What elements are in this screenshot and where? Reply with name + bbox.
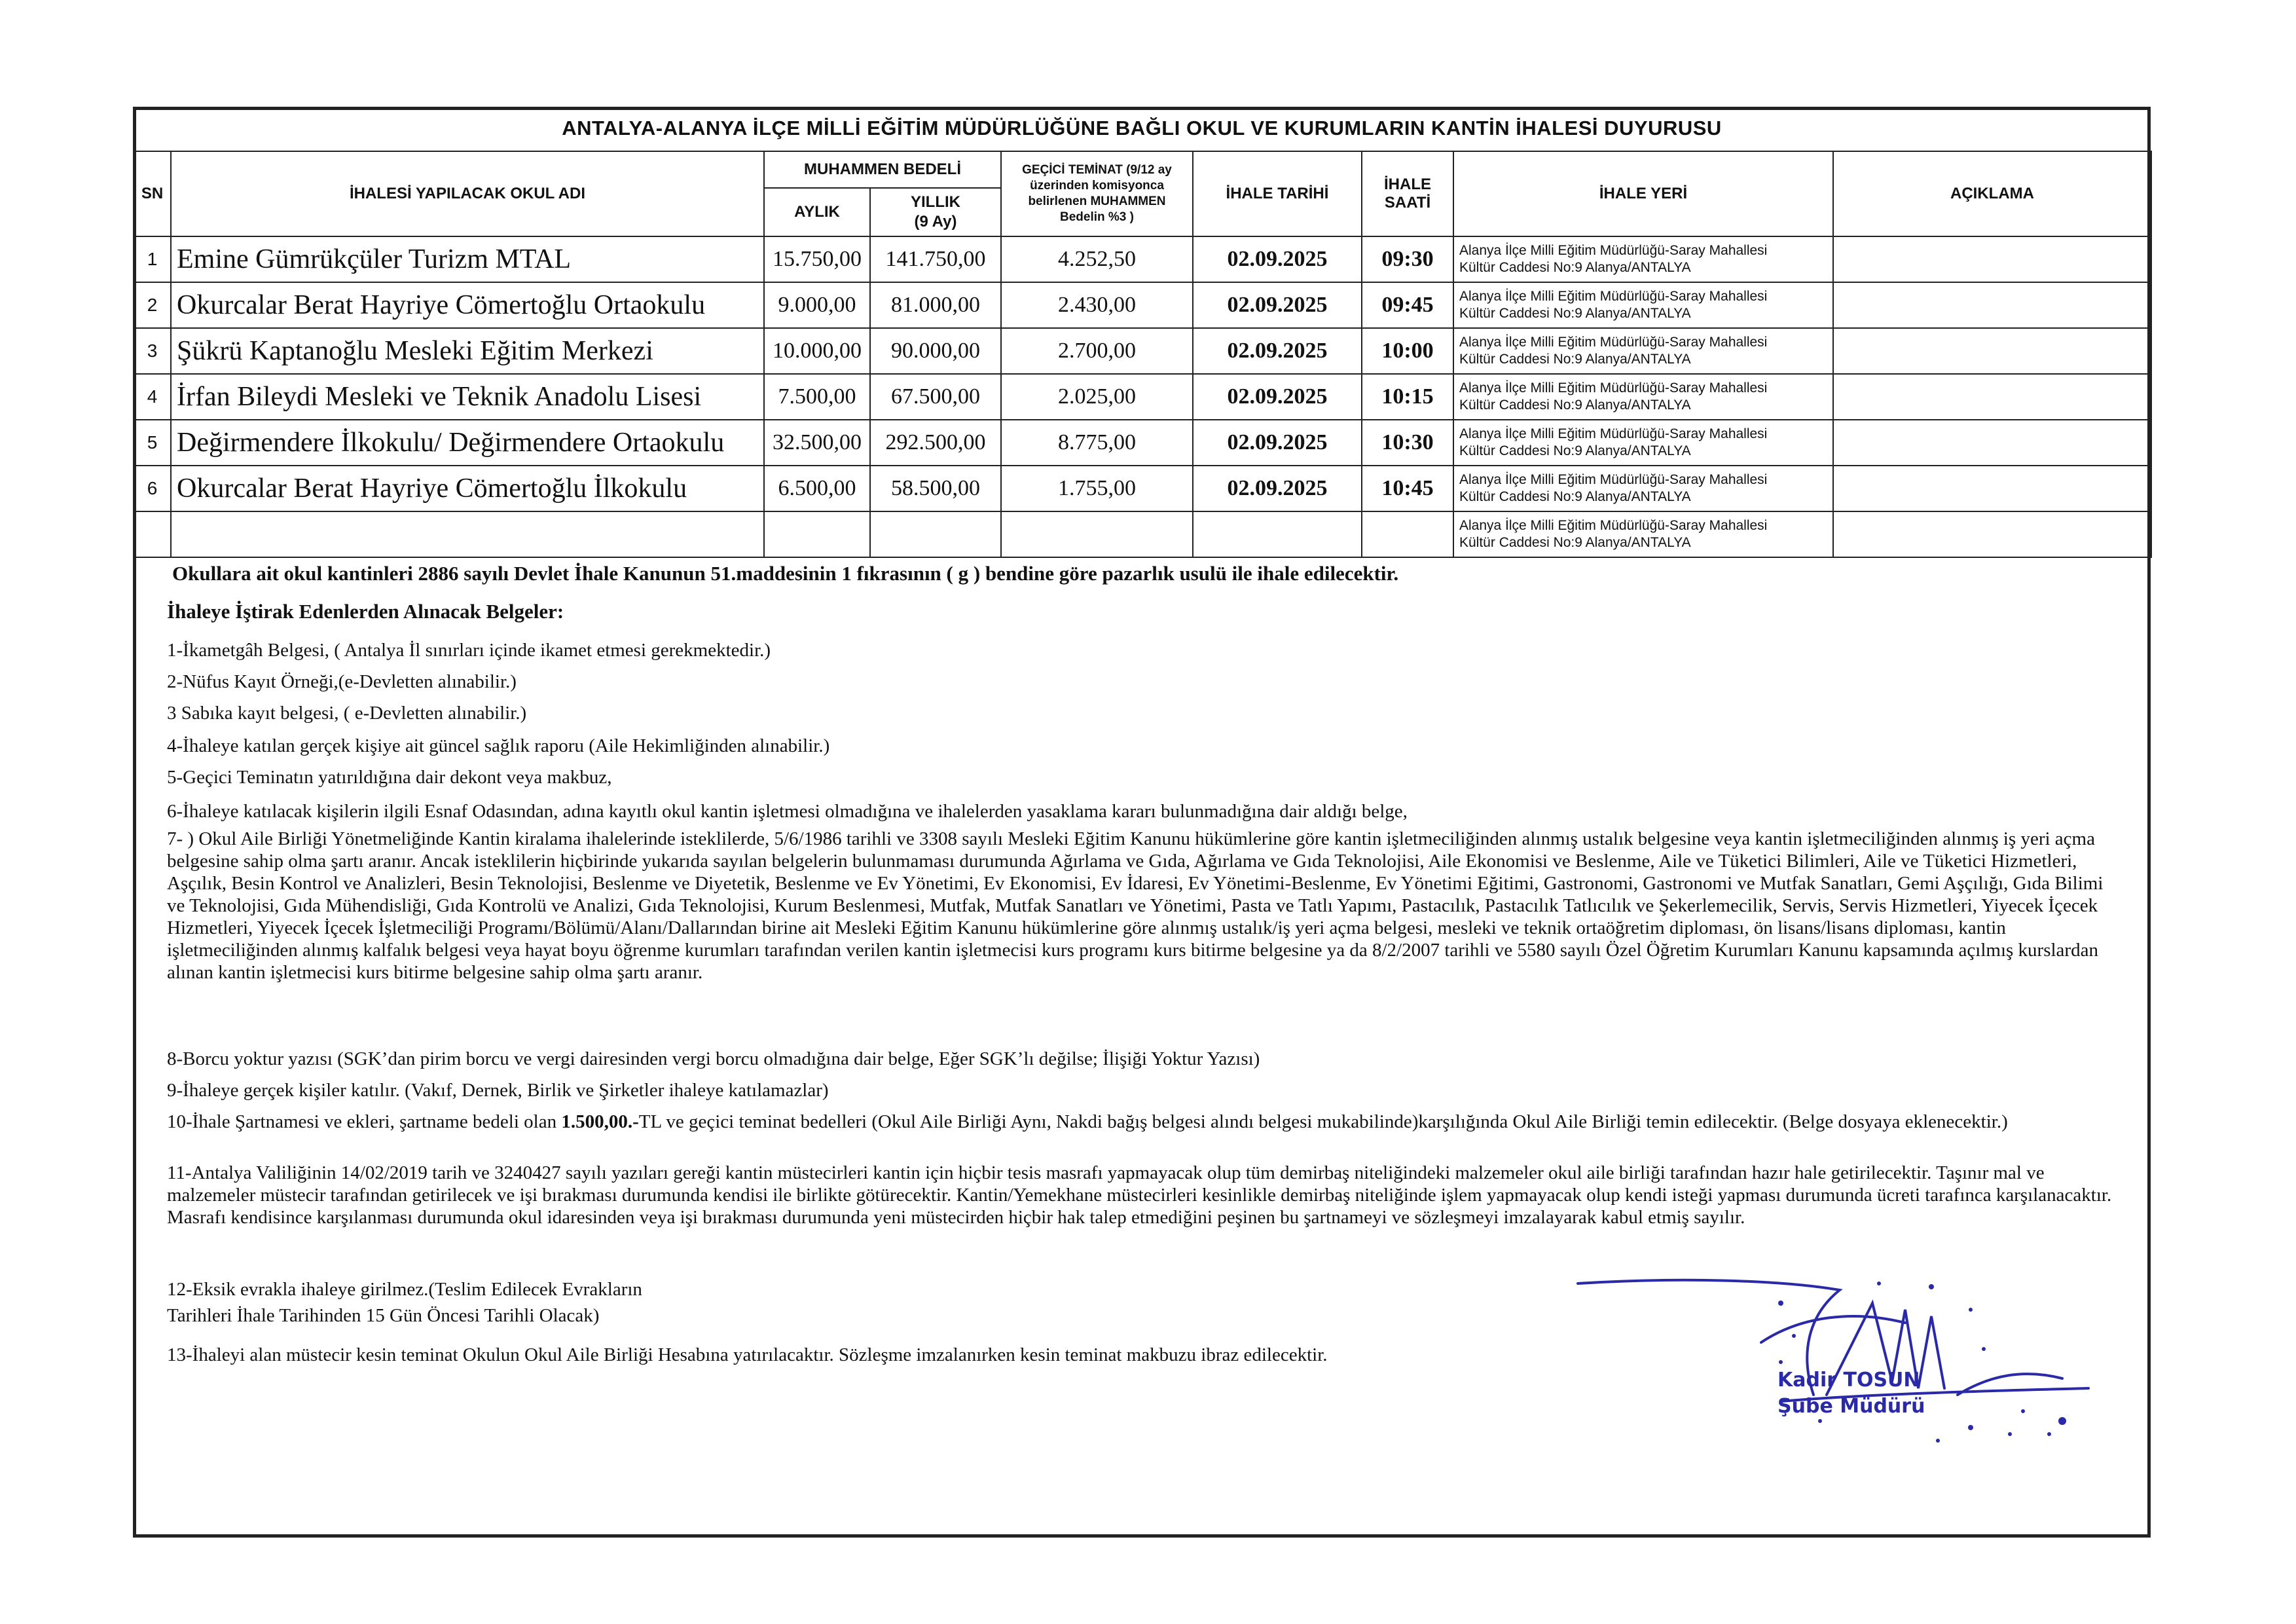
table-row [134, 511, 2151, 557]
row-note [1833, 466, 2151, 511]
requirement-2: 2-Nüfus Kayıt Örneği,(e-Devletten alınabilir.) [167, 671, 517, 692]
row-date: 02.09.2025 [1193, 374, 1362, 420]
row-yearly: 292.500,00 [870, 420, 1001, 466]
row-time [1362, 511, 1453, 557]
row-place [1453, 282, 1833, 328]
row-school: Emine Gümrükçüler Turizm MTAL [171, 236, 764, 282]
row-time: 10:15 [1362, 374, 1453, 420]
place-line-1: Alanya İlçe Milli Eğitim Müdürlüğü-Saray Mahallesi [1459, 472, 1768, 487]
requirement-11: 11-Antalya Valiliğinin 14/02/2019 tarih ve 3240427 sayılı yazıları gereği kantin müstecirleri kantin için hiçbir tesis masrafı yapmayacak olup tüm demirbaş niteliğindeki malzemeler okul aile birliği tarafından hazır hale getirilecektir. Taşınır mal ve malzemeler müstecir tarafından getirilecek ve işi bırakması durumunda kendisi ile birlikte götürecektir. Kantin/Yemekhane müstecirleri kesinlikle demirbaş niteliğinde işlem yapmayacak olup kendi isteği yapması durumunda ücreti tarafınca karşılanacaktır. Masrafı kendisince karşılanması durumunda okul idaresinden veya işi bırakması durumunda yeni müstecirden hiçbir hak talep etmediğini peşinen bu şartnameyi ve sözleşmeyi imzalayarak kabul etmiş sayılır. [167, 1162, 2112, 1228]
place-line-1: Alanya İlçe Milli Eğitim Müdürlüğü-Saray Mahallesi [1459, 518, 1768, 533]
requirement-5: 5-Geçici Teminatın yatırıldığına dair dekont veya makbuz, [167, 767, 612, 788]
row-date: 02.09.2025 [1193, 328, 1362, 374]
place-line-2: Kültür Caddesi No:9 Alanya/ANTALYA [1459, 535, 1691, 550]
place-line-2: Kültür Caddesi No:9 Alanya/ANTALYA [1459, 352, 1691, 367]
row-monthly: 6.500,00 [764, 466, 870, 511]
header-deposit: GEÇİCİ TEMİNAT (9/12 ay üzerinden komisyonca belirlenen MUHAMMEN Bedelin %3 ) [1001, 151, 1193, 236]
table-row [134, 466, 2151, 511]
row-yearly: 58.500,00 [870, 466, 1001, 511]
row-time: 10:30 [1362, 420, 1453, 466]
header-estimated: MUHAMMEN BEDELİ [764, 151, 1001, 188]
row-note [1833, 236, 2151, 282]
row-note [1833, 420, 2151, 466]
legal-note: Okullara ait okul kantinleri 2886 sayılı Devlet İhale Kanunun 51.maddesinin 1 fıkrasının ( g ) bendine göre pazarlık usulü ile ihale edilecektir. [172, 562, 1399, 585]
row-note [1833, 328, 2151, 374]
row-yearly: 81.000,00 [870, 282, 1001, 328]
requirement-10 [167, 1111, 2124, 1133]
row-deposit: 4.252,50 [1001, 236, 1193, 282]
requirement-7: 7- ) Okul Aile Birliği Yönetmeliğinde Kantin kiralama ihalelerinde isteklilerde, 5/6/1986 tarihli ve 3308 sayılı Mesleki Eğitim Kanunu hükümlerine göre kantin işletmeciliğinden alınmış ustalık belgesine veya kantin işletmeciliğinden alınmış iş yeri açma belgesine sahip olma şartı aranır. Ancak isteklilerin hiçbirinde yukarıda sayılan belgelerin bulunmaması durumunda Ağırlama ve Gıda, Ağırlama ve Gıda Teknolojisi, Aile Ekonomisi ve Beslenme, Aile ve Tüketici Bilimleri, Aile ve Tüketici Hizmetleri, Aşçılık, Besin Kontrol ve Analizleri, Besin Teknolojisi, Beslenme ve Diyetetik, Beslenme ve Ev Yönetimi, Ev Ekonomisi, Ev İdaresi, Ev Yönetimi-Beslenme, Ev Yönetimi Eğitimi, Gastronomi, Gastronomi ve Mutfak Sanatları, Gemi Aşçılığı, Gıda Bilimi ve Teknolojisi, Gıda Mühendisliği, Gıda Kontrolü ve Analizi, Gıda Teknolojisi, Kurum Beslenmesi, Mutfak, Mutfak Sanatları ve Yönetimi, Pasta ve Tatlı Yapımı, Pastacılık, Pastacılık Tatlıcılık ve Şekerlemecilik, Servis, Servis Hizmetleri, Yiyecek İçecek Hizmetleri, Yiyecek İçecek İşletmeciliği Programı/Bölümü/Alanı/Dallarından birine ait Mesleki Eğitim Kanunu hükümlerine göre alınmış ustalık/iş yeri açma belgesi, mesleki ve teknik ortaöğretim diploması, ön lisans/lisans diploması, kantin işletmeciliğinden alınmış kalfalık belgesi veya hayat boyu öğrenme kurumları tarafından verilen kantin işletmecisi kurs programı kurs bitirme belgesine ya da 8/2/2007 tarihli ve 5580 sayılı Özel Öğretim Kurumları Kanunu kapsamında açılmış kurslardan alınan kantin işletmecisi kurs bitirme belgesine sahip olma şartı aranır. [167, 828, 2104, 983]
row-time: 09:30 [1362, 236, 1453, 282]
tender-table [133, 151, 2152, 558]
requirement-6: 6-İhaleye katılacak kişilerin ilgili Esnaf Odasından, adına kayıtlı okul kantin işletmesi olmadığına ve ihalelerden yasaklama kararı bulunmadığına dair aldığı belge, [167, 801, 1408, 822]
row-sn: 4 [134, 374, 171, 420]
row-deposit: 8.775,00 [1001, 420, 1193, 466]
header-monthly: AYLIK [764, 188, 870, 236]
row-monthly: 15.750,00 [764, 236, 870, 282]
row-note [1833, 282, 2151, 328]
row-sn: 6 [134, 466, 171, 511]
requirement-10-text-b: TL ve geçici teminat bedelleri (Okul Aile Birliği Aynı, Nakdi bağış belgesi alındı belgesi mukabilinde)karşılığında Okul Aile Birliği temin edilecektir. (Belge dosyaya eklenecektir.) [638, 1111, 2008, 1132]
requirement-9: 9-İhaleye gerçek kişiler katılır. (Vakıf, Dernek, Birlik ve Şirketler ihaleye katılamazlar) [167, 1080, 829, 1101]
requirement-10-text-a: 10-İhale Şartnamesi ve ekleri, şartname bedeli olan [167, 1111, 562, 1132]
row-sn: 2 [134, 282, 171, 328]
row-school: Değirmendere İlkokulu/ Değirmendere Ortaokulu [171, 420, 764, 466]
place-line-1: Alanya İlçe Milli Eğitim Müdürlüğü-Saray Mahallesi [1459, 243, 1768, 258]
table-row [134, 374, 2151, 420]
row-deposit: 2.700,00 [1001, 328, 1193, 374]
row-yearly: 67.500,00 [870, 374, 1001, 420]
requirement-8: 8-Borcu yoktur yazısı (SGK’dan pirim borcu ve vergi dairesinden vergi borcu olmadığına dair belge, Eğer SGK’lı değilse; İlişiği Yoktur Yazısı) [167, 1048, 1260, 1069]
row-school [171, 511, 764, 557]
document-title: ANTALYA-ALANYA İLÇE MİLLİ EĞİTİM MÜDÜRLÜĞÜNE BAĞLI OKUL VE KURUMLARIN KANTİN İHALESİ DUYURUSU [562, 117, 1722, 139]
row-place [1453, 236, 1833, 282]
row-date [1193, 511, 1362, 557]
place-line-2: Kültür Caddesi No:9 Alanya/ANTALYA [1459, 306, 1691, 321]
header-time: İHALE SAATİ [1362, 151, 1453, 236]
row-place [1453, 420, 1833, 466]
row-school: Şükrü Kaptanoğlu Mesleki Eğitim Merkezi [171, 328, 764, 374]
row-monthly [764, 511, 870, 557]
header-school: İHALESİ YAPILACAK OKUL ADI [171, 151, 764, 236]
row-date: 02.09.2025 [1193, 282, 1362, 328]
requirement-3: 3 Sabıka kayıt belgesi, ( e-Devletten alınabilir.) [167, 703, 527, 724]
header-place: İHALE YERİ [1453, 151, 1833, 236]
row-place [1453, 328, 1833, 374]
requirement-4: 4-İhaleye katılan gerçek kişiye ait güncel sağlık raporu (Aile Hekimliğinden alınabilir.) [167, 735, 830, 756]
row-sn [134, 511, 171, 557]
place-line-1: Alanya İlçe Milli Eğitim Müdürlüğü-Saray Mahallesi [1459, 380, 1768, 396]
requirement-1: 1-İkametgâh Belgesi, ( Antalya İl sınırları içinde ikamet etmesi gerekmektedir.) [167, 640, 771, 661]
row-deposit: 2.430,00 [1001, 282, 1193, 328]
place-line-2: Kültür Caddesi No:9 Alanya/ANTALYA [1459, 443, 1691, 458]
table-row [134, 420, 2151, 466]
place-line-1: Alanya İlçe Milli Eğitim Müdürlüğü-Saray Mahallesi [1459, 426, 1768, 441]
requirement-13: 13-İhaleyi alan müstecir kesin teminat Okulun Okul Aile Birliği Hesabına yatırılacaktır. Sözleşme imzalanırken kesin teminat makbuzu ibraz edilecektir. [167, 1344, 1328, 1365]
signer-title: Şube Müdürü [1777, 1395, 1925, 1418]
requirement-12b: Tarihleri İhale Tarihinden 15 Gün Öncesi Tarihli Olacak) [167, 1305, 600, 1326]
requirement-12a: 12-Eksik evrakla ihaleye girilmez.(Teslim Edilecek Evrakların [167, 1279, 642, 1300]
row-monthly: 32.500,00 [764, 420, 870, 466]
row-yearly [870, 511, 1001, 557]
place-line-2: Kültür Caddesi No:9 Alanya/ANTALYA [1459, 397, 1691, 413]
row-date: 02.09.2025 [1193, 420, 1362, 466]
row-deposit: 1.755,00 [1001, 466, 1193, 511]
row-date: 02.09.2025 [1193, 466, 1362, 511]
row-place [1453, 466, 1833, 511]
row-sn: 3 [134, 328, 171, 374]
row-date: 02.09.2025 [1193, 236, 1362, 282]
header-date: İHALE TARİHİ [1193, 151, 1362, 236]
row-note [1833, 511, 2151, 557]
row-yearly: 90.000,00 [870, 328, 1001, 374]
place-line-1: Alanya İlçe Milli Eğitim Müdürlüğü-Saray Mahallesi [1459, 335, 1768, 350]
row-sn: 5 [134, 420, 171, 466]
row-place [1453, 374, 1833, 420]
row-school: Okurcalar Berat Hayriye Cömertoğlu İlkokulu [171, 466, 764, 511]
row-yearly: 141.750,00 [870, 236, 1001, 282]
place-line-2: Kültür Caddesi No:9 Alanya/ANTALYA [1459, 489, 1691, 504]
row-place [1453, 511, 1833, 557]
place-line-1: Alanya İlçe Milli Eğitim Müdürlüğü-Saray Mahallesi [1459, 289, 1768, 304]
row-note [1833, 374, 2151, 420]
table-row [134, 328, 2151, 374]
row-monthly: 7.500,00 [764, 374, 870, 420]
spec-fee-amount: 1.500,00.- [561, 1111, 639, 1132]
row-deposit: 2.025,00 [1001, 374, 1193, 420]
signature-stamp-icon [1565, 1264, 2121, 1460]
header-yearly: YILLIK (9 Ay) [870, 188, 1001, 236]
table-row [134, 282, 2151, 328]
row-sn: 1 [134, 236, 171, 282]
row-time: 10:00 [1362, 328, 1453, 374]
row-monthly: 9.000,00 [764, 282, 870, 328]
row-monthly: 10.000,00 [764, 328, 870, 374]
place-line-2: Kültür Caddesi No:9 Alanya/ANTALYA [1459, 260, 1691, 275]
row-school: İrfan Bileydi Mesleki ve Teknik Anadolu Lisesi [171, 374, 764, 420]
row-time: 09:45 [1362, 282, 1453, 328]
docs-heading: İhaleye İştirak Edenlerden Alınacak Belgeler: [167, 600, 564, 623]
row-school: Okurcalar Berat Hayriye Cömertoğlu Ortaokulu [171, 282, 764, 328]
table-row [134, 236, 2151, 282]
header-note: AÇIKLAMA [1833, 151, 2151, 236]
signer-name: Kadir TOSUN [1777, 1369, 1920, 1392]
row-time: 10:45 [1362, 466, 1453, 511]
row-deposit [1001, 511, 1193, 557]
header-sn: SN [134, 151, 171, 236]
